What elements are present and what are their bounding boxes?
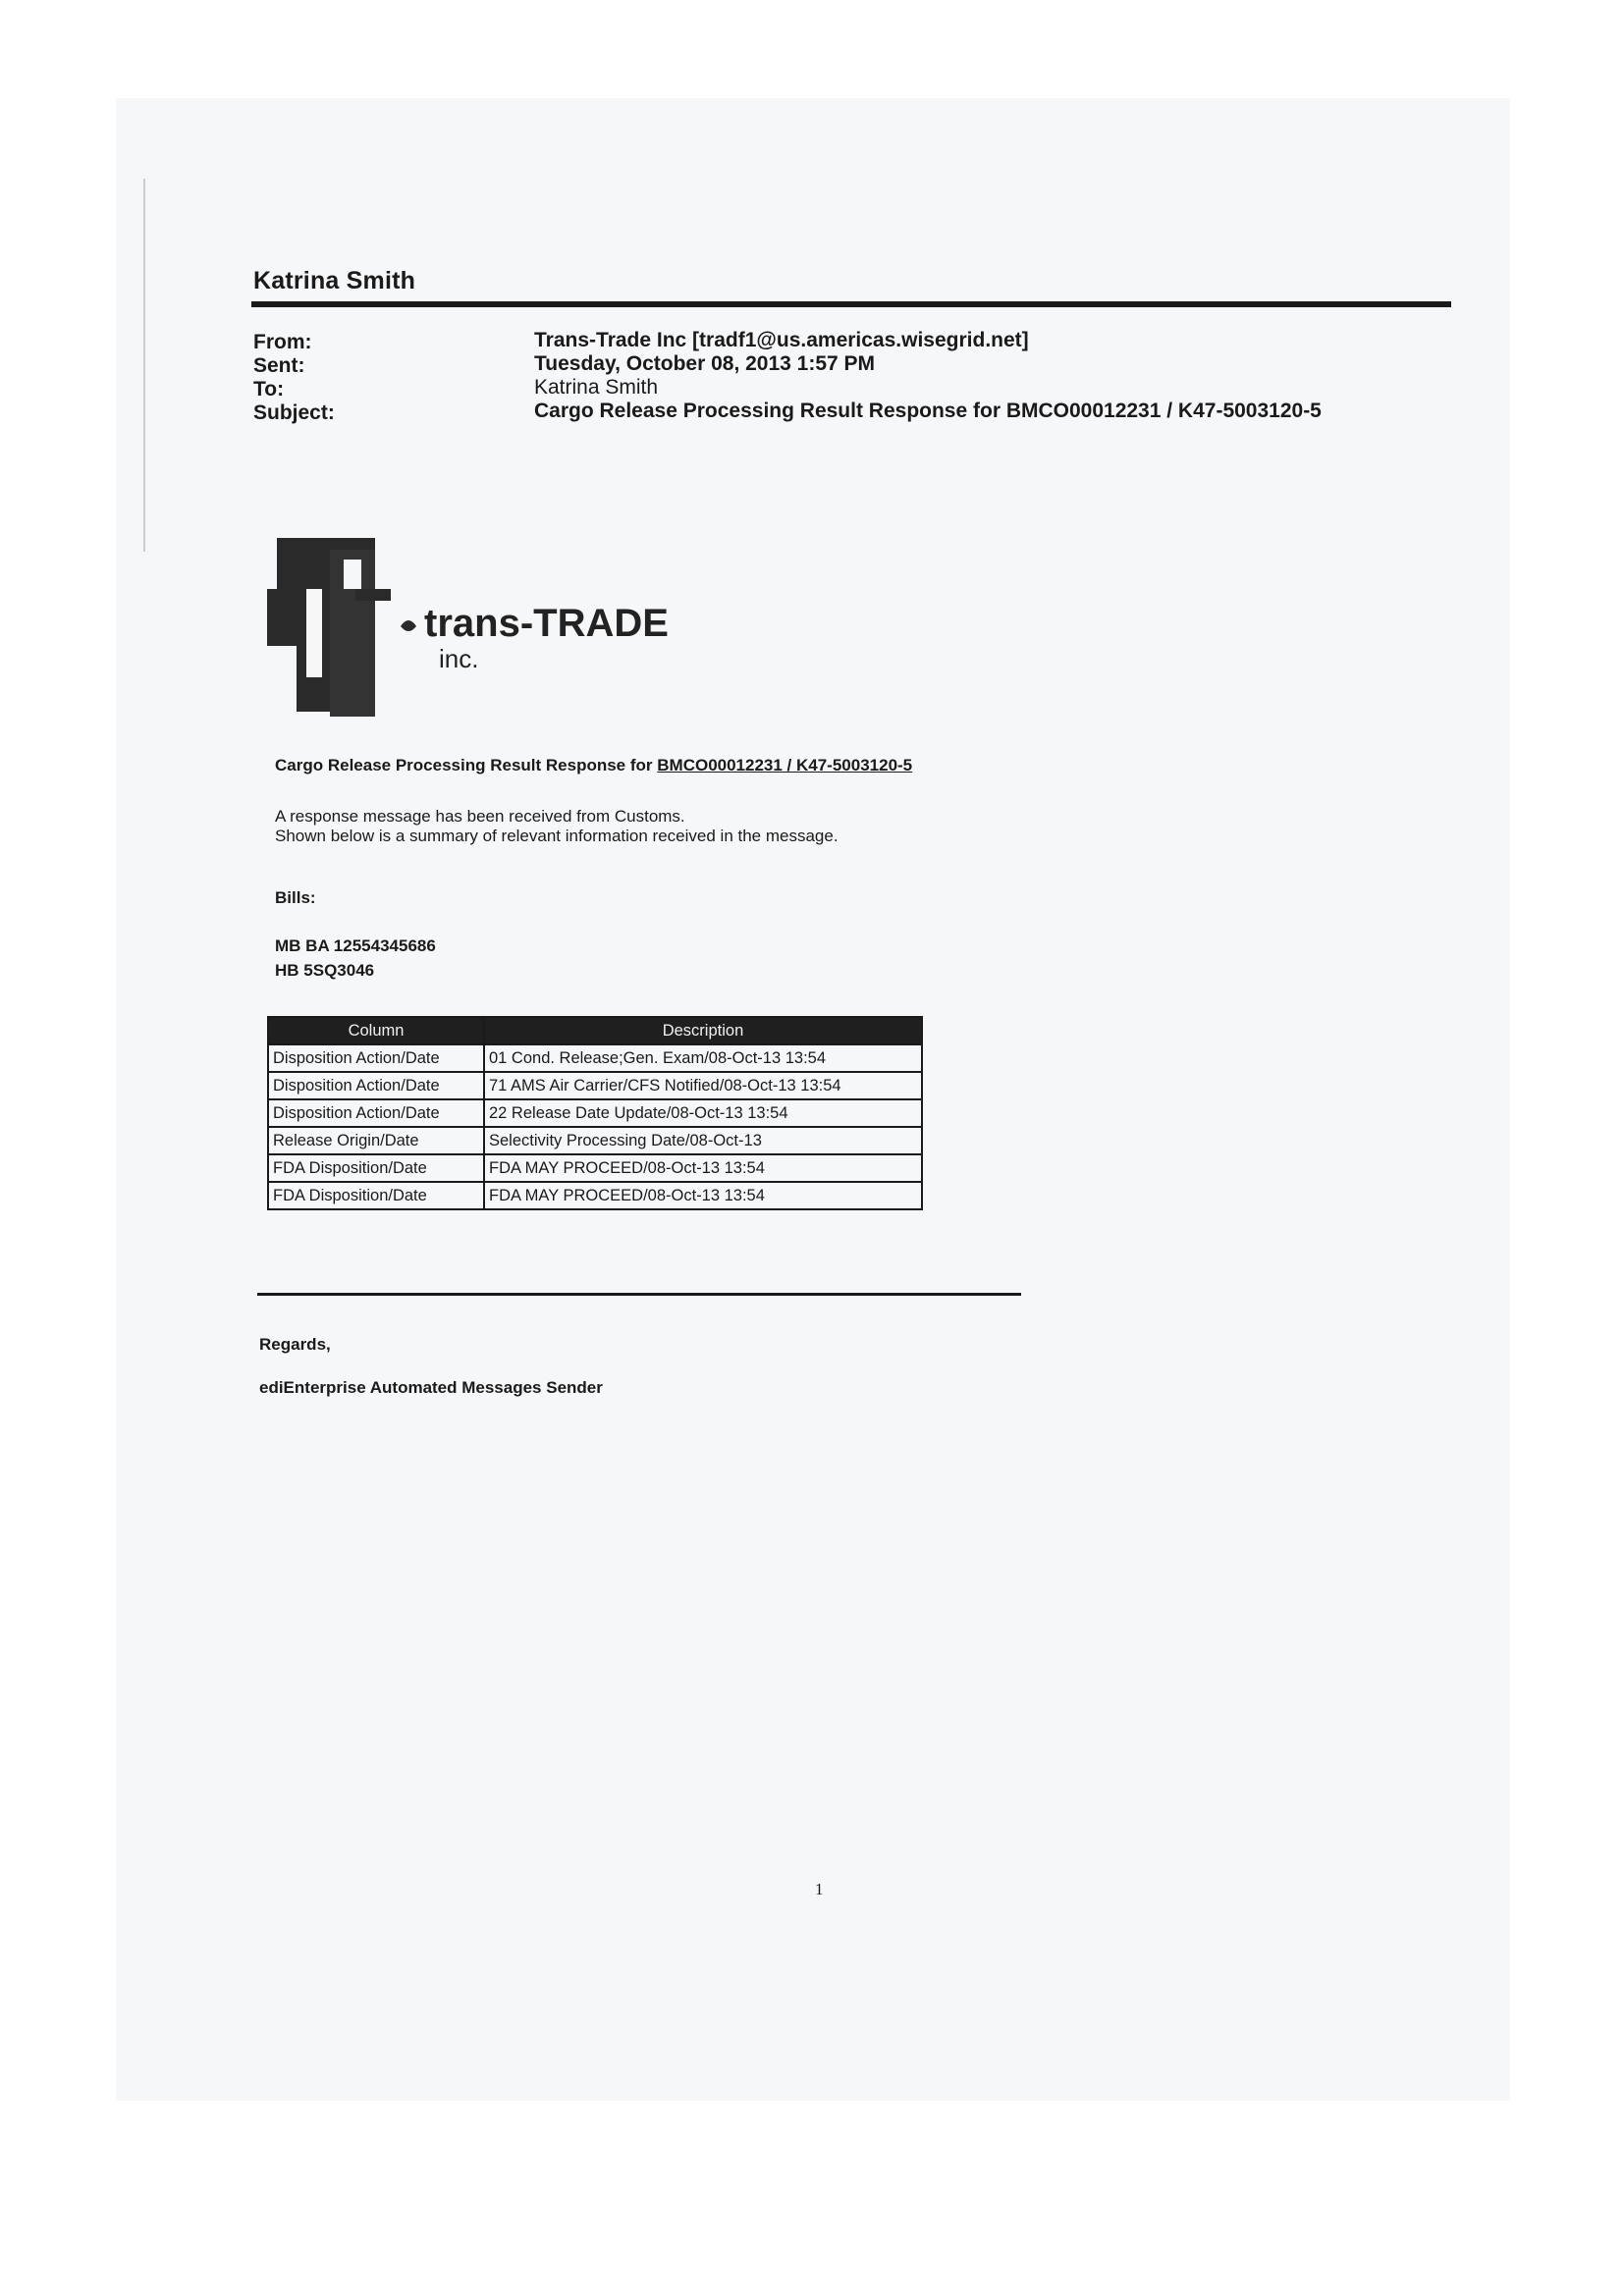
page-number: 1 xyxy=(815,1880,824,1898)
subject-label: Subject: xyxy=(253,401,335,424)
row-description: FDA MAY PROCEED/08-Oct-13 13:54 xyxy=(484,1182,922,1209)
subject-value: Cargo Release Processing Result Response for BMCO00012231 / K47-5003120-5 xyxy=(534,400,1322,422)
intro-line-1: A response message has been received from Customs. xyxy=(275,807,685,826)
result-table xyxy=(267,1016,923,1210)
row-description: 22 Release Date Update/08-Oct-13 13:54 xyxy=(484,1099,922,1127)
table-header-row xyxy=(268,1017,922,1044)
sender-name: ediEnterprise Automated Messages Sender xyxy=(259,1378,603,1397)
header-labels xyxy=(253,331,335,425)
mailbox-owner-name: Katrina Smith xyxy=(253,267,416,294)
table-row xyxy=(268,1154,922,1182)
row-description: 01 Cond. Release;Gen. Exam/08-Oct-13 13:54 xyxy=(484,1044,922,1072)
row-column: FDA Disposition/Date xyxy=(268,1182,484,1209)
signature-divider xyxy=(257,1293,1021,1296)
from-label: From: xyxy=(253,331,312,353)
table-row xyxy=(268,1127,922,1154)
margin-mark xyxy=(143,179,145,552)
logo-suffix: inc. xyxy=(439,644,479,673)
table-row xyxy=(268,1072,922,1099)
row-description: 71 AMS Air Carrier/CFS Notified/08-Oct-13 13:54 xyxy=(484,1072,922,1099)
message-title-reference: BMCO00012231 / K47-5003120-5 xyxy=(657,756,913,774)
to-label: To: xyxy=(253,378,285,400)
column-header: Column xyxy=(268,1017,484,1044)
message-title-prefix: Cargo Release Processing Result Response for xyxy=(275,756,658,774)
bills-label: Bills: xyxy=(275,888,316,907)
logo-name: trans-TRADE xyxy=(424,602,669,645)
header-values xyxy=(534,329,1322,423)
row-description: Selectivity Processing Date/08-Oct-13 xyxy=(484,1127,922,1154)
regards-text: Regards, xyxy=(259,1335,331,1354)
description-header: Description xyxy=(484,1017,922,1044)
master-bill: MB BA 12554345686 xyxy=(275,936,436,955)
trans-trade-logo xyxy=(267,530,669,726)
bills-list xyxy=(275,934,436,983)
row-column: FDA Disposition/Date xyxy=(268,1154,484,1182)
house-bill: HB 5SQ3046 xyxy=(275,961,375,980)
intro-line-2: Shown below is a summary of relevant information received in the message. xyxy=(275,827,839,845)
header-divider xyxy=(251,301,1451,307)
table-row xyxy=(268,1099,922,1127)
row-column: Disposition Action/Date xyxy=(268,1072,484,1099)
table-row xyxy=(268,1182,922,1209)
row-description: FDA MAY PROCEED/08-Oct-13 13:54 xyxy=(484,1154,922,1182)
message-intro xyxy=(275,807,839,846)
row-column: Disposition Action/Date xyxy=(268,1099,484,1127)
row-column: Release Origin/Date xyxy=(268,1127,484,1154)
row-column: Disposition Action/Date xyxy=(268,1044,484,1072)
sent-value: Tuesday, October 08, 2013 1:57 PM xyxy=(534,352,876,375)
message-title xyxy=(275,756,912,775)
from-value: Trans-Trade Inc [tradf1@us.americas.wisegrid.net] xyxy=(534,329,1029,351)
to-value: Katrina Smith xyxy=(534,376,659,399)
sent-label: Sent: xyxy=(253,354,305,377)
table-row xyxy=(268,1044,922,1072)
